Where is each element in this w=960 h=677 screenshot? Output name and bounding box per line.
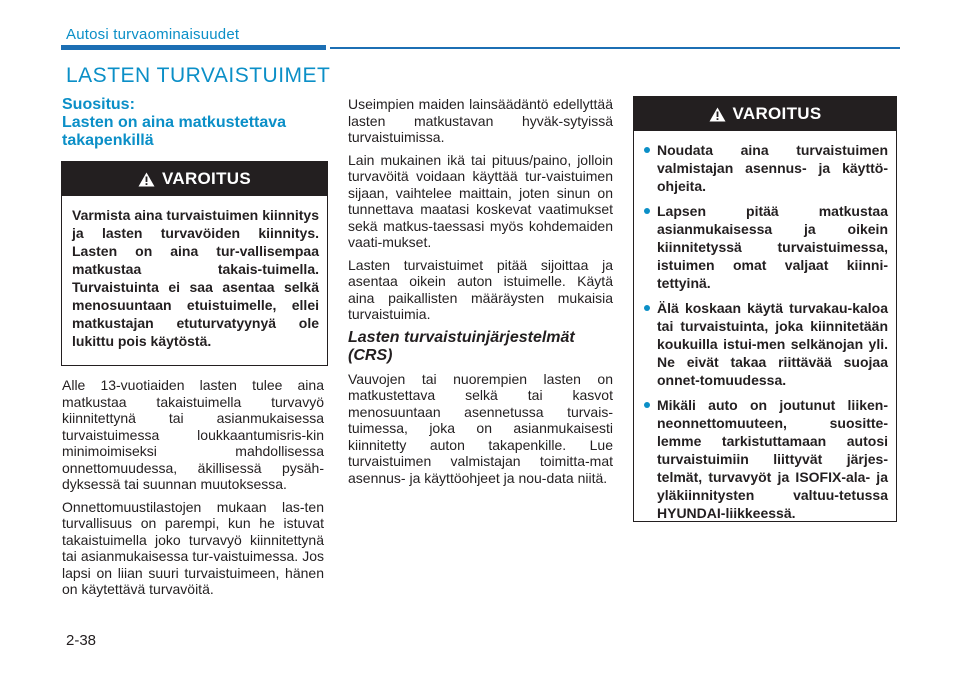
warning-header — [634, 97, 896, 131]
paragraph: Useimpien maiden lainsäädäntö edellyttää lasten matkustavan hyväk-sytyissä turvaistuimissa. — [348, 96, 613, 145]
chapter-title: LASTEN TURVAISTUIMET — [66, 64, 331, 87]
bullet-item — [644, 202, 888, 292]
crs-heading-line: Lasten turvaistuinjärjestelmät — [348, 328, 575, 346]
crs-heading — [348, 329, 613, 365]
paragraph: Lain mukainen ikä tai pituus/paino, jolloin turvavöitä voidaan käyttää tur-vaistuimen sijaan, vaihtelee maittain, joten sinun on tunnettava maatasi koskevat vaatimukset sekä matkus-taessasi myös kohdemaiden vaati-mukset. — [348, 151, 613, 250]
warning-box-left — [61, 161, 328, 366]
warning-triangle-icon — [709, 107, 726, 122]
page-number: 2-38 — [66, 632, 97, 649]
warning-triangle-icon — [138, 172, 155, 187]
header-rule-thick — [61, 45, 326, 50]
middle-column-text — [348, 96, 613, 492]
bullet-dot-icon — [644, 147, 650, 153]
recommendation-line: Suositus: — [62, 96, 135, 113]
crs-heading-line: (CRS) — [348, 346, 393, 364]
recommendation-line: takapenkillä — [62, 132, 154, 149]
paragraph: Alle 13-vuotiaiden lasten tulee aina matkustaa takaistuimella turvavyö kiinnitettynä tai asianmukaisessa turvaistuimessa loukkaantumisris-kin minimoimiseksi mahdollisessa onnettomuudessa, äkillisessä pysäh-dyksessä tai suunnan muutoksessa. — [62, 377, 324, 492]
bullet-item — [644, 396, 888, 522]
bullet-item — [644, 141, 888, 195]
bullet-text: Älä koskaan käytä turvakau-kaloa tai turvaistuinta, joka kiinnitetään koukuilla istui-men selkänojan yli. Ne eivät takaa riittävää suojaa onnet-tomuudessa. — [657, 300, 888, 388]
warning-title: VAROITUS — [162, 169, 251, 188]
bullet-dot-icon — [644, 208, 650, 214]
bullet-dot-icon — [644, 305, 650, 311]
recommendation-heading — [62, 96, 324, 150]
warning-box-right — [633, 96, 897, 522]
warning-text: Varmista aina turvaistuimen kiinnitys ja lasten turvavöiden kiinnitys. Lasten on aina tur-vallisempaa matkustaa takais-tuimella. Turvaistuinta ei saa asentaa selkä menosuuntaan etuistuimelle, ellei matkustajan etuturvatyynyä ole lukittu pois käytöstä. — [72, 207, 319, 349]
warning-bullets — [634, 131, 896, 539]
section-label: Autosi turvaominaisuudet — [66, 26, 240, 43]
bullet-text: Lapsen pitää matkustaa asianmukaisessa ja oikein kiinnitetyssä turvaistuimessa, istuimen omat valjaat kiinni-tettyinä. — [657, 203, 888, 291]
warning-title: VAROITUS — [732, 104, 822, 123]
bullet-item — [644, 299, 888, 389]
left-column-text — [62, 377, 324, 604]
warning-header — [62, 162, 327, 196]
header-rule-thin — [330, 47, 900, 49]
recommendation-line: Lasten on aina matkustettava — [62, 114, 287, 131]
paragraph: Onnettomuustilastojen mukaan las-ten turvallisuus on parempi, kun he istuvat takaistuimella joko turvavyö kiinnitettynä tai asianmukaisessa tur-vaistuimessa. Jos lapsi on liian suuri turvaistuimeen, hänen on käytettävä turvavöitä. — [62, 498, 324, 597]
bullet-text: Noudata aina turvaistuimen valmistajan asennus- ja käyttö-ohjeita. — [657, 142, 888, 194]
bullet-dot-icon — [644, 402, 650, 408]
paragraph: Lasten turvaistuimet pitää sijoittaa ja asentaa oikein auton istuimelle. Käytä aina paikallisten määräysten mukaisia turvaistuimia. — [348, 256, 613, 322]
bullet-list — [644, 141, 888, 522]
paragraph: Vauvojen tai nuorempien lasten on matkustettava selkä tai kasvot menosuuntaan asennetussa turvais-tuimessa, joka on asianmukaisesti kiinnitetty auton takapenkille. Lue turvaistuimen valmistajan toimitta-mat asennus- ja käyttöohjeet ja nou-data niitä. — [348, 370, 613, 486]
bullet-text: Mikäli auto on joutunut liiken-neonnettomuuteen, suositte-lemme tarkistuttamaan autosi turvaistuimiin liittyvät järjes-telmät, turvavyöt ja ISOFIX-ala- ja yläkiinnitysten valtuu-tetussa HYUNDAI-liikkeessä. — [657, 397, 888, 521]
